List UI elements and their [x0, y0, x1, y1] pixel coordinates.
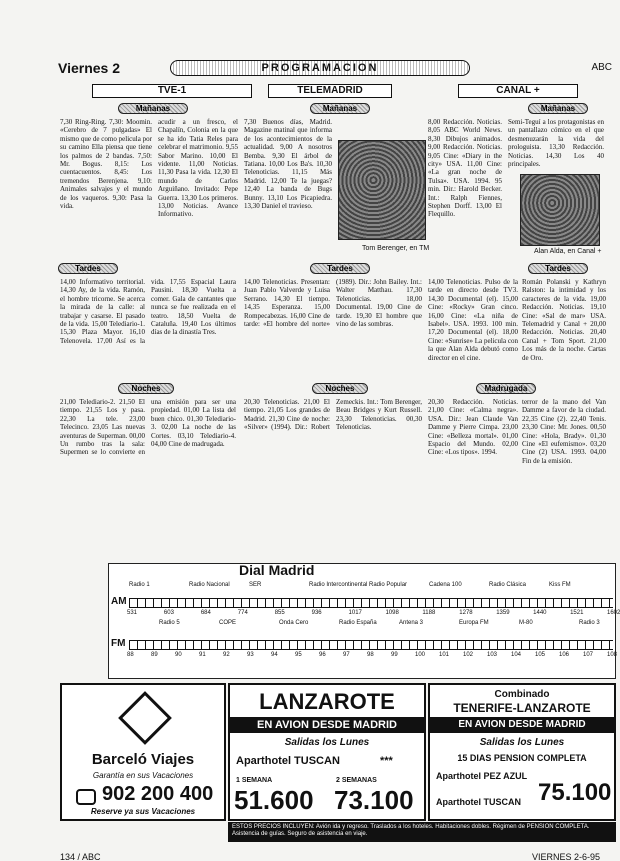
- station-label: SER: [249, 582, 262, 588]
- ad-lanzarote: [228, 683, 426, 821]
- fm-tick: 89: [151, 652, 158, 658]
- fm-tick: 106: [559, 652, 570, 658]
- canal-side-text: Semi-Teguí a los protagonistas en un pantallazo cómico en el que desmenuzarán la vida del prologuista. 13,30 Redacción. Noticias. 14,30 Los 40 principales.: [508, 118, 604, 169]
- slot-madrugada-canal: Madrugada: [476, 383, 536, 394]
- fm-tick: 107: [583, 652, 594, 658]
- station-label: COPE: [219, 620, 237, 626]
- barcelo-slogan: Garantía en sus Vacaciones: [92, 771, 194, 780]
- lanzarote-stars: ***: [380, 755, 393, 767]
- fm-tick: 91: [199, 652, 206, 658]
- barcelo-phone: 902 200 400: [102, 783, 214, 805]
- station-label: Radio Popular: [369, 582, 408, 588]
- am-tick: 603: [163, 610, 174, 616]
- slot-noches-tm: Noches: [312, 383, 368, 394]
- slot-tardes-tve1: Tardes: [58, 263, 118, 274]
- publication-label: ABC: [591, 62, 612, 73]
- lanzarote-price-week: 51.600: [234, 785, 314, 815]
- slot-mananas-tve1: Mañanas: [118, 103, 188, 114]
- lanzarote-hotel: Aparthotel TUSCAN: [236, 755, 340, 767]
- dial-madrid: [108, 562, 620, 679]
- canal-afternoon-text-2: Román Polanski y Kathryn Ralston: la intimidad y los caracteres de la vida. 19,00 Redacción. Noticias. 19,10 Cine: «Sal de mar» USA. Telemadrid y Canal + 20,00 Redacción. Noticias. 20,40 Canal + Tom Sport. 21,00 Los más de la noche. Cartas de Oro.: [522, 278, 606, 362]
- page-date: VIERNES 2-6-95: [531, 852, 600, 861]
- slot-mananas-tm: Mañanas: [310, 103, 370, 114]
- am-tick: 531: [127, 610, 138, 616]
- station-label: Radio España: [339, 620, 377, 626]
- station-label: Radio Intercontinental: [309, 582, 368, 588]
- lanzarote-subtitle: EN AVION DESDE MADRID: [230, 717, 424, 733]
- am-tick: 1188: [422, 610, 436, 616]
- am-tick: 1278: [459, 610, 473, 616]
- masthead: [58, 60, 612, 78]
- channel-canal-plus: CANAL +: [458, 84, 578, 98]
- fm-tick: 108: [607, 652, 618, 658]
- canal-photo-caption: Alan Alda, en Canal +: [534, 248, 602, 255]
- fm-tick: 100: [415, 652, 426, 658]
- am-tick: 774: [237, 610, 248, 616]
- section-banner: PROGRAMACION: [170, 60, 470, 76]
- canal-night-text: 20,30 Redacción. Noticias. 21,00 Cine: «Calma negra». USA. Dir.: Jean Claude Van Damme y Pierre Cimpa. 23,00 Cine: «Belleza mortal». 01,00 Espacio del Mundo. 02,00 Cine: «Los tipos». 1994.: [428, 398, 518, 457]
- fm-tick: 103: [487, 652, 498, 658]
- am-label: AM: [111, 596, 127, 607]
- am-tick: 1602: [607, 610, 620, 616]
- telemadrid-photo-caption: Tom Berenger, en TM: [362, 245, 430, 252]
- telemadrid-photo: [338, 140, 426, 240]
- station-label: Cadena 100: [429, 582, 462, 588]
- fm-tick: 97: [343, 652, 350, 658]
- am-scale: [129, 598, 613, 608]
- barcelo-cta: Reserve ya sus Vacaciones: [90, 807, 196, 816]
- station-label: Radio 1: [129, 582, 150, 588]
- am-tick: 1359: [496, 610, 510, 616]
- dial-title: Dial Madrid: [239, 562, 315, 578]
- fm-tick: 98: [367, 652, 374, 658]
- station-label: Radio 3: [579, 620, 600, 626]
- slot-mananas-canal: Mañanas: [528, 103, 588, 114]
- station-label: Radio Clásica: [489, 582, 527, 588]
- channel-telemadrid: TELEMADRID: [268, 84, 392, 98]
- canal-afternoon-text: 14,00 Telenoticias. Pulso de la tarde en directo desde TV3. 14,30 Documental (el). 15,00 Cine: «Rocky» Gran cinco. 16,00 Cine: «La niña de Isabel». USA. 1993. 100 min. 17,20 Documental (el). 18,00 Cine: «Sunrise» La pelicula con la que Alan Alda debutó como director en el cine.: [428, 278, 518, 362]
- telemadrid-morning-text: 7,30 Buenos días, Madrid. Magazine matinal que informa de los acontecimientos de la actualidad. 9,00 A nosotros Bemba. 9,30 El árbol de Tatiana. 10,00 Los Ba's. 10,30 Telenoticias. 11,15 Más Madrid. 12,00 Te la juegas? 12,40 La banda de Bugs Bunny. 13,10 Los Picapiedra. 13,30 Daniel el travieso.: [244, 118, 332, 211]
- canal-night-text-2: terror de la mano del Van Damme a favor de la ciudad. 22,35 Cine (2). 22,40 Tenis. 23,30 Cine: Mr. Jones. 00,50 Cine: «Hola, Brady». 01,30 Cine «El eufemismo». 03,20 Cine (2) USA. 1993. 04,00 Fin de la emisión.: [522, 398, 606, 465]
- fm-scale: [129, 640, 613, 650]
- combo-line1: Combinado: [494, 689, 550, 700]
- telemadrid-night-text: 20,30 Telenoticias. 21,00 El tiempo. 21,05 Los grandes de Madrid. 21,30 Cine de noche: «Silver» (1994). Dir.: Robert Zemeckis. Int.: Tom Berenger, Beau Bridges y Kurt Russell. 23,30 Telenoticias. 00,30 Telenoticias.: [244, 398, 422, 432]
- slot-noches-tve1: Noches: [118, 383, 174, 394]
- fm-tick: 94: [271, 652, 278, 658]
- fm-tick: 96: [319, 652, 326, 658]
- day-label: Viernes 2: [58, 60, 121, 76]
- tve1-night-text: 21,00 Telediario-2. 21,50 El tiempo. 21,55 Los y pasa. 22,30 La tele. 23,00 Telecinco. 23,05 Las nuevas aventuras de Superman. 00,00 Un rumbo tras la sala: Supermen se lo convierte en una emisión para ser una propiedad. 01,00 La lista del buen chico. 01,30 Telediario-3. 02,00 La noche de las Cortes. 03,10 Telediario-4. 04,00 Cine de madrugada.: [60, 398, 236, 457]
- fm-tick: 93: [247, 652, 254, 658]
- combo-hotel1: Aparthotel PEZ AZUL: [436, 771, 528, 781]
- station-label: Radio Nacional: [189, 582, 230, 588]
- station-label: Kiss FM: [549, 582, 571, 588]
- fm-tick: 99: [391, 652, 398, 658]
- telemadrid-afternoon-text: 14,00 Telenoticias. Presentan: Juan Pablo Valverde y Luisa Serrano. 14,30 El tiempo. 14,35 Esperanza. 15,00 Rompecabezas. 16,00 Cine de tarde: «El hombre del norte» (1989). Dir.: John Bailey. Int.: Walter Matthau. 17,30 Telenoticias. 18,00 Documental. 19,00 Cine de tarde. 19,30 El hombre que vino de las sombras.: [244, 278, 422, 329]
- combo-hotel2: Aparthotel TUSCAN: [436, 797, 521, 807]
- combo-subtitle: EN AVION DESDE MADRID: [430, 717, 614, 733]
- lanzarote-title: LANZAROTE: [259, 689, 395, 714]
- fm-tick: 95: [295, 652, 302, 658]
- am-tick: 1017: [348, 610, 362, 616]
- ad-combinado: [428, 683, 616, 821]
- fm-tick: 88: [127, 652, 134, 658]
- barcelo-logo-icon: [118, 691, 172, 745]
- tve1-afternoon-text: 14,00 Informativo territorial. 14,30 Ay, de la vida. Ramón, el hombre tricorne. Se acerca la mirada de la calle: al trabajar y casarse. El pasado de la vida. 15,00 Telediario-1. 15,30 Plaza Mayor. 16,10 Telenovela. 17,00 Así es la vida. 17,55 Espacial Laura Pausini. 18,30 Vuelta a comer. Gala de cantantes que nunca se fue realizada en el teatro. 18,50 Vuelta de Cataluña. 19,40 Los últimos días de la dinastía Tres.: [60, 278, 236, 345]
- slot-tardes-tm: Tardes: [310, 263, 370, 274]
- am-tick: 1098: [385, 610, 399, 616]
- tve1-morning-text: 7,30 Ring-Ring. 7,30: Moomin. «Cerebro de 7 pulgadas» El mismo que de como pelicula por su camino Ella piensa que tiene los palmos de 2 bandas. 7,50: Mr. Bogus. 8,15: Los cuentacuentos. 8,45: Los tremendos Berenjena. 9,10: Animales salvajes y el mundo de los vaqueros. 9,30: Pasa la vida.: [60, 118, 152, 211]
- fm-label: FM: [111, 638, 126, 649]
- fm-tick: 105: [535, 652, 546, 658]
- canal-morning-text: 8,00 Redacción. Noticias. 8,05 ABC World News. 8,30 Dibujos animados. 9,00 Redacción. Noticias. 9,05 Cine: «Diary in the city» USA. 11,00 Cine: «La gran noche de Tulsa». USA. 1994. 95 min. Dir.: Harold Becker. Int.: Ralph Fiennes, Stephen Dorff. 13,00 El Flequillo.: [428, 118, 502, 219]
- slot-tardes-canal: Tardes: [528, 263, 588, 274]
- ad-footer: ESTOS PRECIOS INCLUYEN: Avión ida y regreso. Traslados a los hoteles. Habitaciones dobles. Régimen de PENSION COMPLETA. Asistencia de guías. Seguro de asistencia en viaje.: [228, 822, 616, 842]
- station-label: Antena 3: [399, 620, 424, 626]
- fm-tick: 101: [439, 652, 450, 658]
- station-label: M-80: [519, 620, 533, 626]
- fm-tick: 90: [175, 652, 182, 658]
- station-label: Onda Cero: [279, 620, 309, 626]
- station-label: Europa FM: [459, 620, 489, 626]
- am-tick: 855: [274, 610, 285, 616]
- station-label: Radio 5: [159, 620, 180, 626]
- canal-photo: [520, 174, 600, 246]
- page-number: 134 / ABC: [60, 852, 101, 861]
- channel-tve1: TVE-1: [92, 84, 252, 98]
- barcelo-brand: Barceló Viajes: [91, 751, 195, 768]
- combo-line2: TENERIFE-LANZAROTE: [453, 701, 591, 715]
- lanzarote-departures: Salidas los Lunes: [284, 737, 370, 748]
- am-tick: 936: [311, 610, 322, 616]
- am-tick: 684: [200, 610, 211, 616]
- ad-barcelo: [60, 683, 226, 821]
- am-tick: 1521: [570, 610, 584, 616]
- tve1-morning-text-2: acudir a un fresco, el Chapalín, Colonia en la que se ha ido Tatia Reles para celebrar el matrimonio. 9,55 Sabor Marino. 10,00 El vidente. 11,00 Noticias. 11,30 Pasa la vida. 12,30 El mundo de Carlos Arguiñano. Invitado: Pepe Guerra. 13,30 Los primeros. 13,00 Noticias. Avance Informativo.: [158, 118, 238, 219]
- combo-departures: Salidas los Lunes: [479, 737, 565, 748]
- combo-price: 75.100: [538, 779, 612, 806]
- lanzarote-price-two: 73.100: [334, 785, 414, 815]
- fm-tick: 104: [511, 652, 522, 658]
- am-tick: 1440: [533, 610, 547, 616]
- phone-icon: [76, 789, 96, 805]
- lanzarote-week-label: 1 SEMANA: [236, 777, 273, 784]
- fm-tick: 92: [223, 652, 230, 658]
- combo-offer: 15 DIAS PENSION COMPLETA: [457, 753, 587, 763]
- lanzarote-two-label: 2 SEMANAS: [336, 777, 377, 784]
- fm-tick: 102: [463, 652, 474, 658]
